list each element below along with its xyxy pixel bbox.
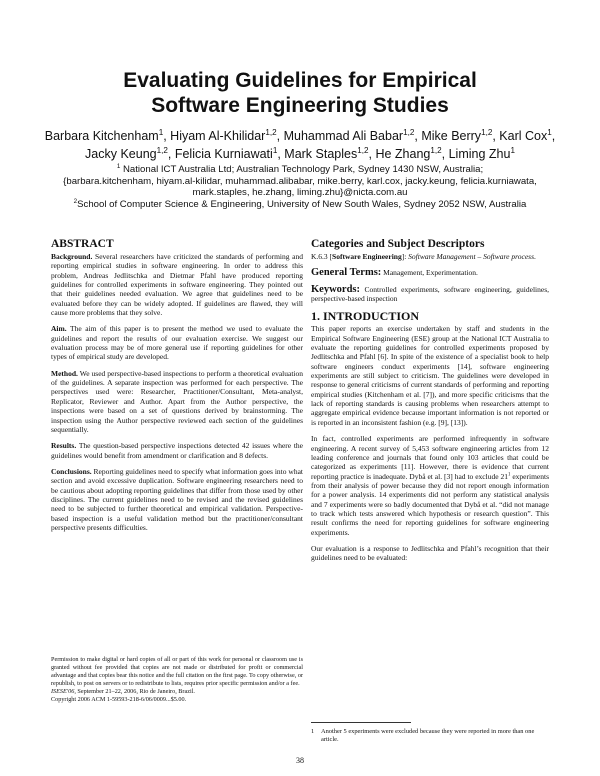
general-terms: General Terms: Management, Experimentation. [311,267,478,279]
affiliation-1: $^1$ National ICT Australia Ltd; Australian Technology Park, Sydney 1430 NSW, Australia; [116,162,484,175]
intro-paragraph-2: In fact, controlled experiments are performed infrequently in software engineering. A recent survey of 5,453 software engineering articles from 12 leading conference and journals that found only 103 articles that could be categorized as experiments [11]. However, there is evidence that current reporting practice is inadequate. Dybå et al. [3] had to exclude $21^1$ experiments from their analysis of power because they did not report enough information for a power analysis. 14 experiments did not perform any statistical analysis and 7 experiments were so badly documented that Dybå et al. “did not manage to track which tests answered which hypothesis or research question”. This result confirms the need for reporting guidelines for software engineering experiments. [311,434,549,537]
footnote-rule [311,722,411,723]
affiliations [20,164,580,210]
abstract-background: Background. Several researchers have criticized the standards of performing and reporting empirical studies in software engineering. In order to address this problem, Andreas Jedlitschka and Dietmar Pfahl have produced reporting guidelines for controlled experiments in software engineering. They pointed out that their guidelines needed evaluation. We agree that guidelines need to be evaluated before they can be widely adopted. If guidelines are flawed, they will cause more problems that they solve. [51,252,304,318]
abstract-results: Results. The question-based perspective inspections detected 42 issues where the guidelines would benefit from amendment or clarification and 8 defects. [51,441,303,460]
abstract-heading: ABSTRACT [51,238,114,250]
abstract-conclusions: Conclusions. Reporting guidelines need to specify what information goes into what section and avoid excessive duplication. Software engineering researchers need to be cautious about adopting reporting guidelines that differ from those used by other disciplines. The current guidelines need to be revised and the revised guidelines need to be subjected to further theoretical and empirical validation. Perspective-based inspection is a useful validation method but the practitioner/consultant perspective presents difficulties. [51,466,303,532]
right-column [311,238,549,570]
abstract-aim: Aim. The aim of this paper is to present the method we used to evaluate the guidelines and report the results of our evaluation exercise. We suggest our evaluation process may be of more general use if reporting guidelines for other types of empirical study are developed. [51,324,303,362]
paper-title: Evaluating Guidelines for Empirical Software Engineering Studies [123,69,477,117]
abstract-method: Method. We used perspective-based inspections to perform a theoretical evaluation of the guidelines. A separate inspection was performed for each perspective. The perspectives used were: Researcher, Practitioner/Consultant, Meta-analyst, Replicator, Reviewer and Author. Apart from the Author perspective, the inspections were based on a set of questions derived by brainstorming. The inspection using the Author perspective reviewed each section of the guidelines sequentially. [51,368,303,434]
left-column [51,238,303,539]
footnote: 1 Another 5 experiments were excluded because they were reported in more than one article. [311,728,535,743]
categories-heading: Categories and Subject Descriptors [311,238,485,250]
author-emails-cont: mark.staples, he.zhang, liming.zhu}@nicta.com.au [192,187,408,198]
categories-text: K.6.3 [Software Engineering]: Software Management – Software process. [311,252,536,261]
intro-paragraph-1: This paper reports an exercise undertaken by staff and students in the Empirical Software Engineering (ESE) group at the National ICT Australia to evaluate the reporting guidelines for controlled experiments proposed by Jedlitschka and Pfahl [6]. In spite of the existence of a specialist book to help software engineers conduct experiments [14], software engineering experiments are still subject to criticism. The guidelines were developed in response to general criticisms of current standards of performing and reporting empirical studies (Kitchenham et al. [7]), and more specific criticisms that the lack of reporting standards is causing problems when researchers attempt to aggregate empirical evidence because important information is not reported or is reported in an inconsistent fashion (e.g. [9], [13]). [311,324,549,427]
copyright-notice: Permission to make digital or hard copies of all or part of this work for personal or classroom use is granted without fee provided that copies are not made or distributed for profit or commercial advantage and that copies bear this notice and the full citation on the first page. To copy otherwise, or republish, to post on servers or to redistribute to lists, requires prior specific permission and/or a fee. ISESE'06, September 21–22, 2006, Rio de Janeiro, Brazil. Copyright 2006 ACM 1-59593-218-6/06/0009...$5.00. [51,656,303,703]
introduction-heading: 1. INTRODUCTION [311,309,420,324]
author-list: Barbara Kitchenham$^1$, Hiyam Al-Khilidar$^{1,2}$, Muhammad Ali Babar$^{1,2}$, Mike Berry$^{1,2}$, Karl Cox$^1$, Jacky Keung$^{1,2}$, Felicia Kurniawati$^1$, Mark Staples$^{1,2}$, He Zhang$^{1,2}$, Liming Zhu$^1$ [44,127,556,161]
keywords: Keywords: Controlled experiments, software engineering, guidelines, perspective-based inspection [311,283,549,304]
intro-paragraph-3: Our evaluation is a response to Jedlitschka and Pfahl’s recognition that their guidelines need to be evaluated: [311,543,549,563]
author-emails: {barbara.kitchenham, hiyam.al-kilidar, muhammad.alibabar, mike.berry, karl.cox, jacky.keung, felicia.kurniawata, [63,175,537,187]
page-number: 38 [296,756,304,765]
affiliation-2: $^2$School of Computer Science & Engineering, University of New South Wales, Sydney 2052 NSW, Australia [73,197,527,210]
